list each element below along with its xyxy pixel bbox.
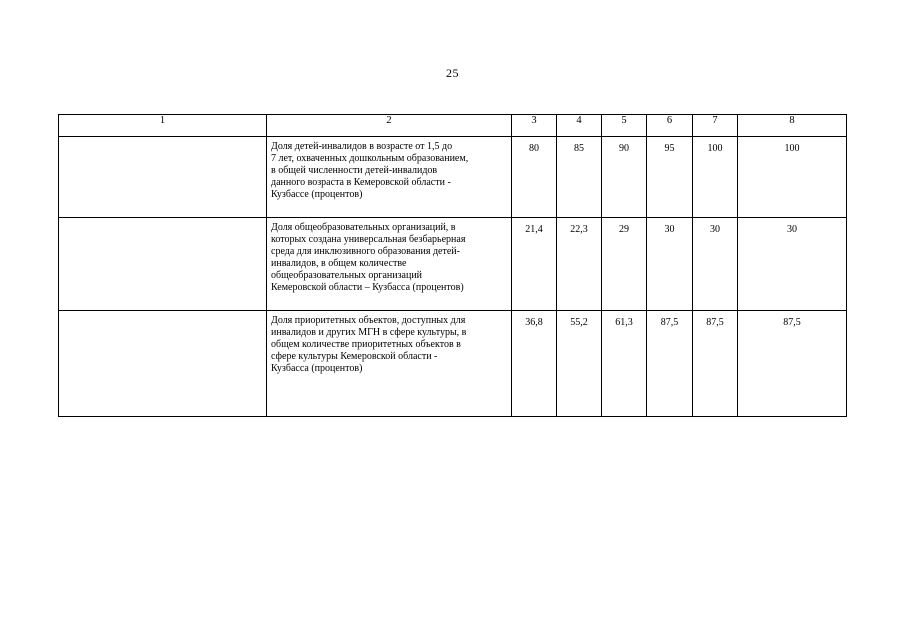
indicator-value: 90 xyxy=(602,137,647,218)
column-header: 8 xyxy=(738,115,847,137)
indicator-value: 85 xyxy=(557,137,602,218)
indicator-value: 87,5 xyxy=(738,311,847,417)
indicator-value: 87,5 xyxy=(647,311,693,417)
indicator-value: 30 xyxy=(738,218,847,311)
indicator-value: 30 xyxy=(693,218,738,311)
table-row xyxy=(59,137,847,218)
column-header: 7 xyxy=(693,115,738,137)
indicator-value: 61,3 xyxy=(602,311,647,417)
indicator-value: 21,4 xyxy=(512,218,557,311)
indicator-value: 100 xyxy=(738,137,847,218)
empty-cell xyxy=(59,311,267,417)
indicator-value: 36,8 xyxy=(512,311,557,417)
indicator-value: 55,2 xyxy=(557,311,602,417)
indicator-value: 87,5 xyxy=(693,311,738,417)
column-header: 2 xyxy=(267,115,512,137)
indicator-value: 29 xyxy=(602,218,647,311)
column-header: 4 xyxy=(557,115,602,137)
empty-cell xyxy=(59,218,267,311)
table-row xyxy=(59,311,847,417)
table-row xyxy=(59,218,847,311)
column-header: 5 xyxy=(602,115,647,137)
indicators-table xyxy=(58,114,847,417)
indicator-value: 100 xyxy=(693,137,738,218)
column-header: 1 xyxy=(59,115,267,137)
indicator-value: 22,3 xyxy=(557,218,602,311)
empty-cell xyxy=(59,137,267,218)
indicator-value: 80 xyxy=(512,137,557,218)
column-header: 3 xyxy=(512,115,557,137)
indicator-value: 30 xyxy=(647,218,693,311)
indicator-description: Доля приоритетных объектов, доступных для инвалидов и других МГН в сфере культуры, в общем количестве приоритетных объектов в сфере культуры Кемеровской области - Кузбасса (процентов) xyxy=(267,311,512,417)
indicator-description: Доля детей-инвалидов в возрасте от 1,5 до 7 лет, охваченных дошкольным образованием, в общей численности детей-инвалидов данного возраста в Кемеровской области - Кузбассе (процентов) xyxy=(267,137,512,218)
page-number: 25 xyxy=(446,66,459,80)
indicator-description: Доля общеобразовательных организаций, в которых создана универсальная безбарьерная среда для инклюзивного образования детей- инвалидов, в общем количестве общеобразовательных организаций Кемеровской области – Кузбасса (процентов) xyxy=(267,218,512,311)
table-header-row xyxy=(59,115,847,137)
column-header: 6 xyxy=(647,115,693,137)
indicator-value: 95 xyxy=(647,137,693,218)
